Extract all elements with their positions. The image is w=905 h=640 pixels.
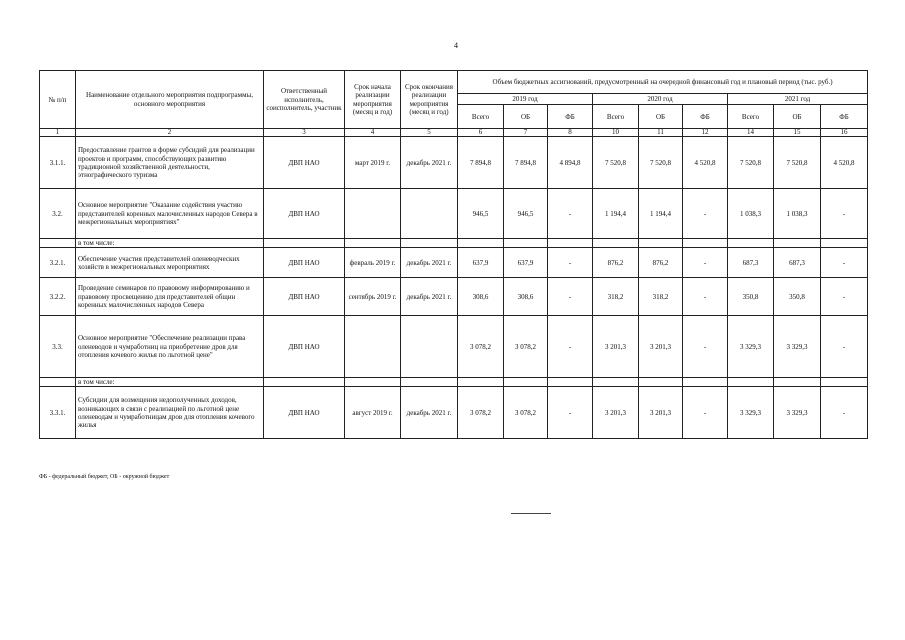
row-value: 350,8	[728, 278, 774, 316]
row-number: 3.2.1.	[40, 248, 76, 278]
table-row	[40, 189, 868, 239]
row-number: 3.3.1.	[40, 387, 76, 439]
row-value: 1 194,4	[639, 189, 683, 239]
column-number: 10	[593, 129, 639, 137]
header-subcol: ОБ	[774, 105, 821, 129]
empty-cell	[821, 378, 868, 387]
empty-cell	[401, 239, 458, 248]
table-row	[40, 278, 868, 316]
row-responsible: ДВП НАО	[264, 278, 345, 316]
row-value: 7 520,8	[774, 137, 821, 189]
empty-cell	[548, 378, 593, 387]
row-value: 3 078,2	[504, 316, 548, 378]
empty-cell	[593, 378, 639, 387]
row-value: 3 201,3	[639, 316, 683, 378]
row-value: 1 038,3	[728, 189, 774, 239]
row-value: 7 520,8	[639, 137, 683, 189]
row-value: 7 520,8	[593, 137, 639, 189]
row-start: февраль 2019 г.	[345, 248, 401, 278]
row-value: 3 329,3	[774, 316, 821, 378]
row-value: 946,5	[458, 189, 504, 239]
row-value: 3 329,3	[728, 387, 774, 439]
row-start: август 2019 г.	[345, 387, 401, 439]
empty-cell	[639, 378, 683, 387]
empty-cell	[593, 239, 639, 248]
row-value: 7 520,8	[728, 137, 774, 189]
column-number: 4	[345, 129, 401, 137]
budget-table	[39, 70, 868, 439]
empty-cell	[458, 378, 504, 387]
row-number: 3.3.	[40, 316, 76, 378]
row-value: -	[821, 248, 868, 278]
row-value: 318,2	[593, 278, 639, 316]
row-value: 876,2	[639, 248, 683, 278]
table-row	[40, 316, 868, 378]
row-value: 7 894,8	[504, 137, 548, 189]
empty-cell	[821, 239, 868, 248]
header-year: 2021 год	[728, 94, 868, 105]
row-end: декабрь 2021 г.	[401, 387, 458, 439]
divider	[511, 513, 551, 514]
column-numbers-row	[40, 129, 868, 137]
row-value: 7 894,8	[458, 137, 504, 189]
row-value: -	[683, 189, 728, 239]
empty-cell	[774, 239, 821, 248]
header-subcol: ФБ	[683, 105, 728, 129]
subheader-label: в том числе:	[76, 239, 264, 248]
empty-cell	[683, 239, 728, 248]
row-value: 318,2	[639, 278, 683, 316]
empty-cell	[401, 378, 458, 387]
header-subcol: ОБ	[504, 105, 548, 129]
column-number: 14	[728, 129, 774, 137]
column-number: 1	[40, 129, 76, 137]
row-responsible: ДВП НАО	[264, 248, 345, 278]
header-subcol: ФБ	[548, 105, 593, 129]
row-value: 4 520,8	[821, 137, 868, 189]
row-value: 3 078,2	[458, 316, 504, 378]
column-number: 15	[774, 129, 821, 137]
row-end	[401, 189, 458, 239]
header-responsible: Ответственный исполнитель, соисполнитель, участник	[264, 71, 345, 129]
row-value: 308,6	[504, 278, 548, 316]
row-name: Проведение семинаров по правовому информированию и правовому просвещению для представителей общин коренных малочисленных народов Севера	[76, 278, 264, 316]
header-budget: Объем бюджетных ассигнований, предусмотренный на очередной финансовый год и плановый период (тыс. руб.)	[458, 71, 868, 94]
column-number: 6	[458, 129, 504, 137]
empty-cell	[264, 378, 345, 387]
column-number: 16	[821, 129, 868, 137]
row-value: 3 201,3	[639, 387, 683, 439]
empty-cell	[40, 378, 76, 387]
column-number: 5	[401, 129, 458, 137]
row-value: 687,3	[774, 248, 821, 278]
footnote: ФБ - федеральный бюджет, ОБ - окружной бюджет	[39, 474, 170, 480]
row-responsible: ДВП НАО	[264, 189, 345, 239]
empty-cell	[548, 239, 593, 248]
empty-cell	[774, 378, 821, 387]
row-value: -	[821, 278, 868, 316]
header-end: Срок окончания реализации мероприятия (месяц и год)	[401, 71, 458, 129]
row-value: 1 038,3	[774, 189, 821, 239]
row-value: 308,6	[458, 278, 504, 316]
row-value: 4 894,8	[548, 137, 593, 189]
row-start: сентябрь 2019 г.	[345, 278, 401, 316]
row-start	[345, 316, 401, 378]
row-value: 3 329,3	[774, 387, 821, 439]
empty-cell	[683, 378, 728, 387]
row-value: -	[821, 189, 868, 239]
row-responsible: ДВП НАО	[264, 387, 345, 439]
row-value: 3 201,3	[593, 387, 639, 439]
subheader-label: в том числе:	[76, 378, 264, 387]
row-name: Предоставление грантов в форме субсидий для реализации проектов и программ, способствующих развитию традиционной хозяйственной деятельности, этнографического туризма	[76, 137, 264, 189]
subheader-row	[40, 378, 868, 387]
empty-cell	[504, 239, 548, 248]
header-subcol: ОБ	[639, 105, 683, 129]
row-value: 1 194,4	[593, 189, 639, 239]
header-name: Наименование отдельного мероприятия подпрограммы, основного мероприятия	[76, 71, 264, 129]
row-value: 3 201,3	[593, 316, 639, 378]
empty-cell	[264, 239, 345, 248]
row-name: Субсидии для возмещения недополученных доходов, возникающих в связи с реализацией по льготной цене оленеводам и чумработницам дров для отопления кочевого жилья	[76, 387, 264, 439]
empty-cell	[728, 239, 774, 248]
row-responsible: ДВП НАО	[264, 316, 345, 378]
row-value: -	[548, 278, 593, 316]
page-number: 4	[454, 41, 458, 50]
table-row	[40, 387, 868, 439]
row-value: 876,2	[593, 248, 639, 278]
header-num: № п/п	[40, 71, 76, 129]
header-subcol: ФБ	[821, 105, 868, 129]
row-value: -	[548, 387, 593, 439]
table-row	[40, 137, 868, 189]
row-name: Обеспечение участия представителей оленеводческих хозяйств в межрегиональных мероприятиях	[76, 248, 264, 278]
header-subcol: Всего	[728, 105, 774, 129]
column-number: 11	[639, 129, 683, 137]
row-name: Основное мероприятие "Оказание содействия участию представителей коренных малочисленных народов Севера в межрегиональных мероприятиях"	[76, 189, 264, 239]
header-subcol: Всего	[458, 105, 504, 129]
column-number: 3	[264, 129, 345, 137]
row-responsible: ДВП НАО	[264, 137, 345, 189]
header-year: 2020 год	[593, 94, 728, 105]
row-value: 637,9	[458, 248, 504, 278]
row-value: -	[548, 189, 593, 239]
row-value: 946,5	[504, 189, 548, 239]
row-value: 3 329,3	[728, 316, 774, 378]
row-start: март 2019 г.	[345, 137, 401, 189]
row-number: 3.2.2.	[40, 278, 76, 316]
row-value: 4 520,8	[683, 137, 728, 189]
header-subcol: Всего	[593, 105, 639, 129]
row-end: декабрь 2021 г.	[401, 137, 458, 189]
empty-cell	[345, 378, 401, 387]
empty-cell	[40, 239, 76, 248]
row-end: декабрь 2021 г.	[401, 278, 458, 316]
row-value: 637,9	[504, 248, 548, 278]
row-end	[401, 316, 458, 378]
empty-cell	[728, 378, 774, 387]
empty-cell	[458, 239, 504, 248]
row-start	[345, 189, 401, 239]
empty-cell	[639, 239, 683, 248]
row-value: 350,8	[774, 278, 821, 316]
subheader-row	[40, 239, 868, 248]
header-year: 2019 год	[458, 94, 593, 105]
row-value: -	[821, 387, 868, 439]
row-value: 687,3	[728, 248, 774, 278]
row-value: -	[683, 248, 728, 278]
row-name: Основное мероприятие "Обеспечение реализации права оленеводов и чумработниц на приобретение дров для отопления кочевого жилья по льготной цене"	[76, 316, 264, 378]
row-end: декабрь 2021 г.	[401, 248, 458, 278]
column-number: 12	[683, 129, 728, 137]
row-number: 3.2.	[40, 189, 76, 239]
column-number: 7	[504, 129, 548, 137]
column-number: 8	[548, 129, 593, 137]
empty-cell	[504, 378, 548, 387]
table-row	[40, 248, 868, 278]
table-body	[40, 129, 868, 439]
row-value: -	[821, 316, 868, 378]
empty-cell	[345, 239, 401, 248]
row-number: 3.1.1.	[40, 137, 76, 189]
header-start: Срок начала реализации мероприятия (месяц и год)	[345, 71, 401, 129]
row-value: 3 078,2	[504, 387, 548, 439]
column-number: 2	[76, 129, 264, 137]
row-value: -	[683, 278, 728, 316]
row-value: -	[548, 248, 593, 278]
row-value: 3 078,2	[458, 387, 504, 439]
row-value: -	[548, 316, 593, 378]
row-value: -	[683, 387, 728, 439]
row-value: -	[683, 316, 728, 378]
